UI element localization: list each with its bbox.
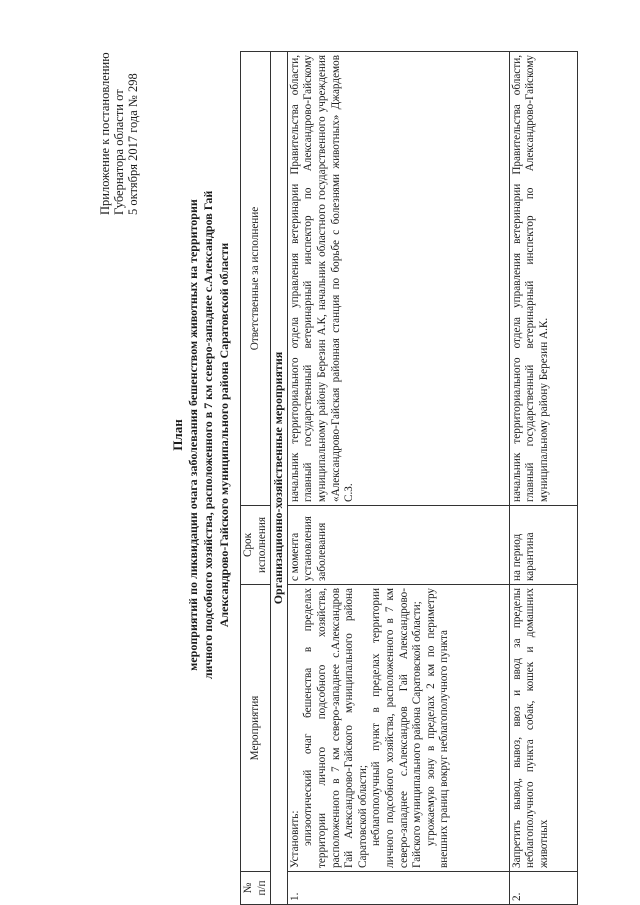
header-number-line-1: №: [242, 882, 254, 894]
measure-item-2: неблагополучный пункт в пределах территории личного подсобного хозяйства, расположенного в 7 км северо-западнее с.Александров Гай Александрово-Гайского муниципального района Саратовской области;: [370, 588, 424, 868]
table-header-row: [241, 52, 271, 905]
row-number: 2.: [509, 872, 577, 905]
title-line-3: Александрово-Гайского муниципального района Саратовской области: [216, 242, 231, 628]
title-line-1: мероприятий по ликвидации очага заболевания бешенством животных на территории: [185, 199, 200, 671]
table-row: [509, 52, 577, 905]
section-title: Организационно-хозяйственные мероприятия: [271, 52, 288, 905]
header-deadline: [241, 506, 271, 585]
document-title: [170, 85, 232, 785]
measure-item-3: угрожаемую зону в пределах 2 км по периметру внешних границ вокруг неблагополучного пункта: [424, 588, 451, 868]
header-measures: Мероприятия: [241, 585, 271, 872]
header-number: [241, 872, 271, 905]
header-number-line-2: п/п: [255, 880, 268, 896]
header-deadline-line-1: Срок: [242, 532, 254, 558]
title-line-2: личного подсобного хозяйства, расположенного в 7 км северо-западнее с.Александров Гай: [201, 190, 215, 680]
row-measure: [287, 585, 509, 872]
appendix-line-2: Губернатора области от: [112, 89, 126, 215]
row-deadline: на период карантина: [509, 506, 577, 585]
section-row: [271, 52, 288, 905]
header-responsible: Ответственные за исполнение: [241, 52, 271, 506]
row-measure: Запретить вывод, вывоз, ввоз и ввод за пределы неблагополучного пункта собак, кошек и домашних животных: [509, 585, 577, 872]
measure-item-1: эпизоотический очаг бешенства в пределах территории личного подсобного хозяйства, расположенного в 7 км северо-западнее с.Александров Гай Александрово-Гайского муниципального района Саратовской области;: [302, 588, 369, 868]
appendix-note: [98, 15, 140, 215]
measures-table: [240, 51, 578, 905]
row-responsible: начальник территориального отдела управления ветеринарии Правительства области, главный государственный ветеринарный инспектор по Александрово-Гайскому муниципальному району Березин А.К, начальник областного государственного учреждения «Александрово-Гайская районная станция по борьбе с болезнями животных» Джардемов С.З.: [287, 52, 509, 506]
header-deadline-line-2: исполнения: [255, 516, 268, 574]
appendix-line-1: Приложение к постановлению: [98, 52, 112, 215]
row-deadline: с момента установления заболевания: [287, 506, 509, 585]
table-row: [287, 52, 509, 905]
row-number: 1.: [287, 872, 509, 905]
row-responsible: начальник территориального отдела управления ветеринарии Правительства области, главный государственный ветеринарный инспектор по Александрово-Гайскому муниципальному району Березин А.К.: [509, 52, 577, 506]
title-word: План: [170, 419, 185, 451]
appendix-line-3: 5 октября 2017 года № 298: [126, 73, 140, 215]
measure-intro: Установить:: [288, 810, 301, 868]
